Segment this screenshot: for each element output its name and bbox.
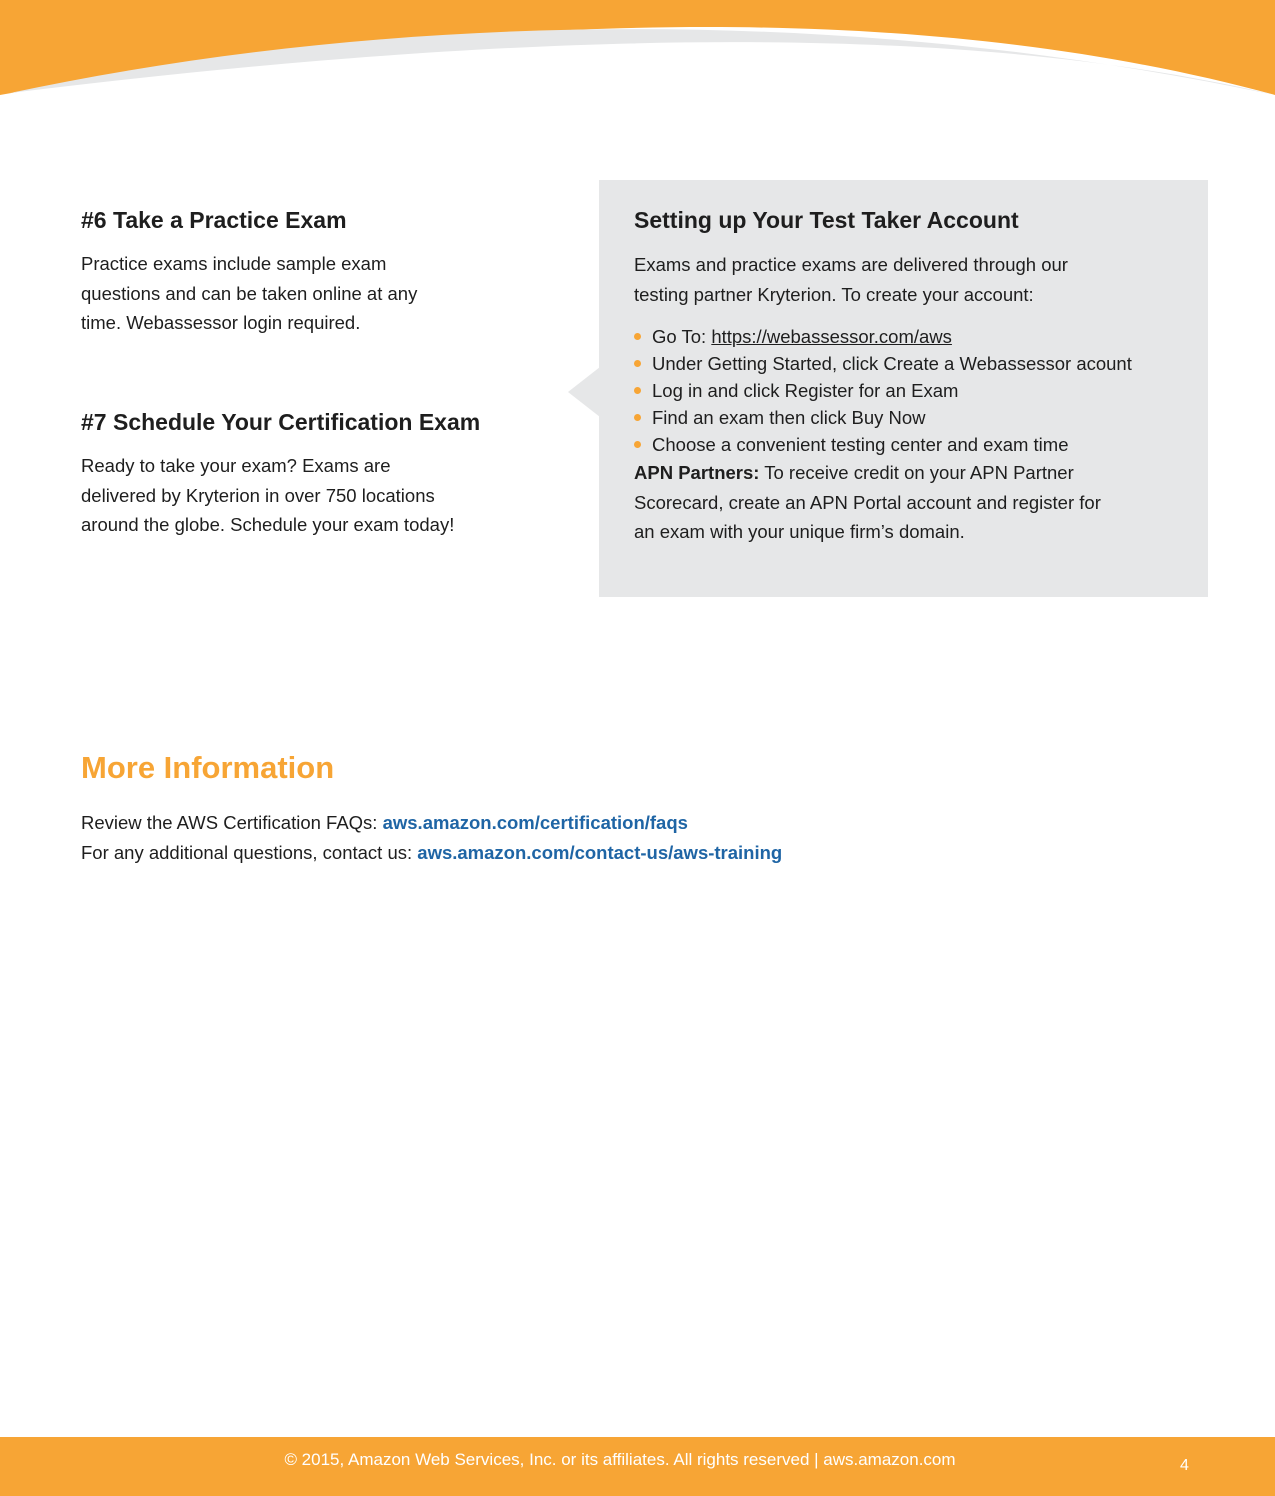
apn-line-2: Scorecard, create an APN Portal account and register for: [634, 491, 1101, 513]
step-text: Choose a convenient testing center and exam time: [652, 434, 1069, 455]
step-text: Find an exam then click Buy Now: [652, 407, 926, 428]
more-information-lines: [81, 808, 1181, 868]
webassessor-link[interactable]: https://webassessor.com/aws: [711, 326, 952, 347]
bullet-icon: [634, 360, 641, 367]
practice-exam-line-2: questions and can be taken online at any: [81, 282, 418, 304]
schedule-exam-line-2: delivered by Kryterion in over 750 locations: [81, 484, 435, 506]
section-schedule-exam: [81, 409, 551, 540]
contact-link[interactable]: aws.amazon.com/contact-us/aws-training: [417, 842, 783, 863]
faq-line: [81, 808, 1181, 838]
test-taker-account-callout: [599, 180, 1208, 597]
bullet-icon: [634, 441, 641, 448]
contact-line: [81, 838, 1181, 868]
faq-link[interactable]: aws.amazon.com/certification/faqs: [382, 812, 688, 833]
practice-exam-line-3: time. Webassessor login required.: [81, 312, 361, 333]
callout-intro-line-2: testing partner Kryterion. To create your account:: [634, 283, 1034, 305]
section-more-information: [81, 750, 1181, 868]
callout-title: Setting up Your Test Taker Account: [634, 207, 1019, 233]
apn-partners-note: [634, 458, 1194, 547]
step-item-buy-now: [634, 404, 1194, 431]
bullet-icon: [634, 333, 641, 340]
schedule-exam-text: [81, 451, 551, 540]
bullet-icon: [634, 387, 641, 394]
schedule-exam-line-3: around the globe. Schedule your exam today!: [81, 514, 455, 535]
callout-pointer: [568, 367, 600, 417]
more-information-title: More Information: [81, 750, 335, 785]
callout-content: [634, 207, 1194, 547]
header-swoosh-orange: [0, 0, 1275, 95]
step-item-register: [634, 377, 1194, 404]
section-practice-exam: [81, 207, 551, 338]
page-number: 4: [1180, 1457, 1189, 1474]
step-go-to-prefix: Go To:: [652, 326, 712, 347]
practice-exam-title: #6 Take a Practice Exam: [81, 207, 347, 233]
callout-intro-line-1: Exams and practice exams are delivered through our: [634, 254, 1068, 275]
footer-copyright: © 2015, Amazon Web Services, Inc. or its affiliates. All rights reserved | aws.amazon.com: [284, 1450, 956, 1469]
step-item-choose-center: [634, 431, 1194, 458]
page-footer: [0, 1437, 1275, 1496]
apn-line-3: an exam with your unique firm’s domain.: [634, 521, 965, 542]
step-text: Log in and click Register for an Exam: [652, 380, 959, 401]
practice-exam-text: [81, 249, 551, 338]
step-item-go-to: [634, 323, 1194, 350]
contact-text: For any additional questions, contact us:: [81, 842, 418, 863]
apn-line-1: To receive credit on your APN Partner: [759, 462, 1074, 483]
schedule-exam-line-1: Ready to take your exam? Exams are: [81, 455, 391, 476]
header-swoosh: [0, 0, 1275, 110]
faq-text: Review the AWS Certification FAQs:: [81, 812, 383, 833]
account-steps-list: [634, 323, 1194, 458]
step-item-create-account: [634, 350, 1194, 377]
schedule-exam-title: #7 Schedule Your Certification Exam: [81, 409, 481, 435]
callout-intro: [634, 250, 1194, 309]
apn-partners-label: APN Partners:: [634, 462, 760, 483]
step-text: Under Getting Started, click Create a Webassessor acount: [652, 353, 1132, 374]
bullet-icon: [634, 414, 641, 421]
practice-exam-line-1: Practice exams include sample exam: [81, 253, 387, 274]
